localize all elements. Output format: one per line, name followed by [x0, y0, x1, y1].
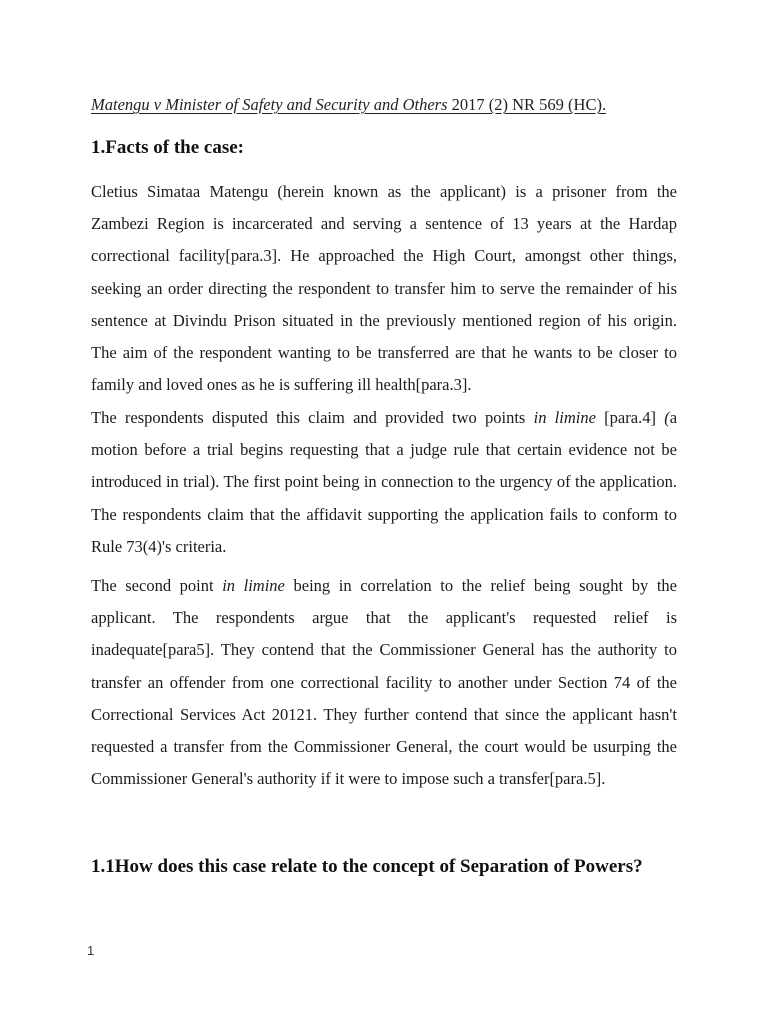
case-citation	[91, 94, 606, 116]
case-name: Matengu v Minister of Safety and Security and Others	[91, 95, 448, 114]
case-reference: 2017 (2) NR 569 (HC).	[447, 95, 607, 114]
paragraph-text: The second point	[91, 576, 223, 595]
paragraph-facts: Cletius Simataa Matengu (herein known as the applicant) is a prisoner from the Zambezi Region is incarcerated and serving a sentence of 13 years at the Hardap correctional facility[para.3]. He approached the High Court, amongst other things, seeking an order directing the respondent to transfer him to serve the remainder of his sentence at Divindu Prison situated in the previously mentioned region of his origin. The aim of the respondent wanting to be transferred are that he wants to be closer to family and loved ones as he is suffering ill health[para.3].	[91, 182, 677, 395]
paragraph-text: [para.4]	[595, 408, 665, 427]
paragraph-text: The respondents disputed this claim and provided two points	[91, 408, 534, 427]
paragraph-points-in-limine	[91, 402, 677, 563]
section-heading-facts: 1.Facts of the case:	[91, 137, 245, 158]
paragraph-second-point	[91, 570, 677, 795]
section-heading-separation-of-powers: 1.1How does this case relate to the concept of Separation of Powers?	[91, 856, 643, 877]
latin-term: in limine	[222, 576, 285, 595]
latin-term: in limine	[533, 408, 596, 427]
open-parenthesis: (	[664, 408, 670, 427]
page-number: 1	[87, 943, 95, 958]
paragraph-text: being in correlation to the relief being sought by the applicant. The respondents argue that the applicant's requested relief is inadequate[para5]. They contend that the Commissioner General has the authority to transfer an offender from one correctional facility to another under Section 74 of the Correctional Services Act 20121. They further contend that since the applicant hasn't requested a transfer from the Commissioner General, the court would be usurping the Commissioner General's authority if it were to impose such a transfer[para.5].	[91, 576, 678, 789]
paragraph-text: a motion before a trial begins requesting that a judge rule that certain evidence not be introduced in trial). The first point being in connection to the urgency of the application. The respondents claim that the affidavit supporting the application fails to conform to Rule 73(4)'s criteria.	[91, 408, 678, 556]
